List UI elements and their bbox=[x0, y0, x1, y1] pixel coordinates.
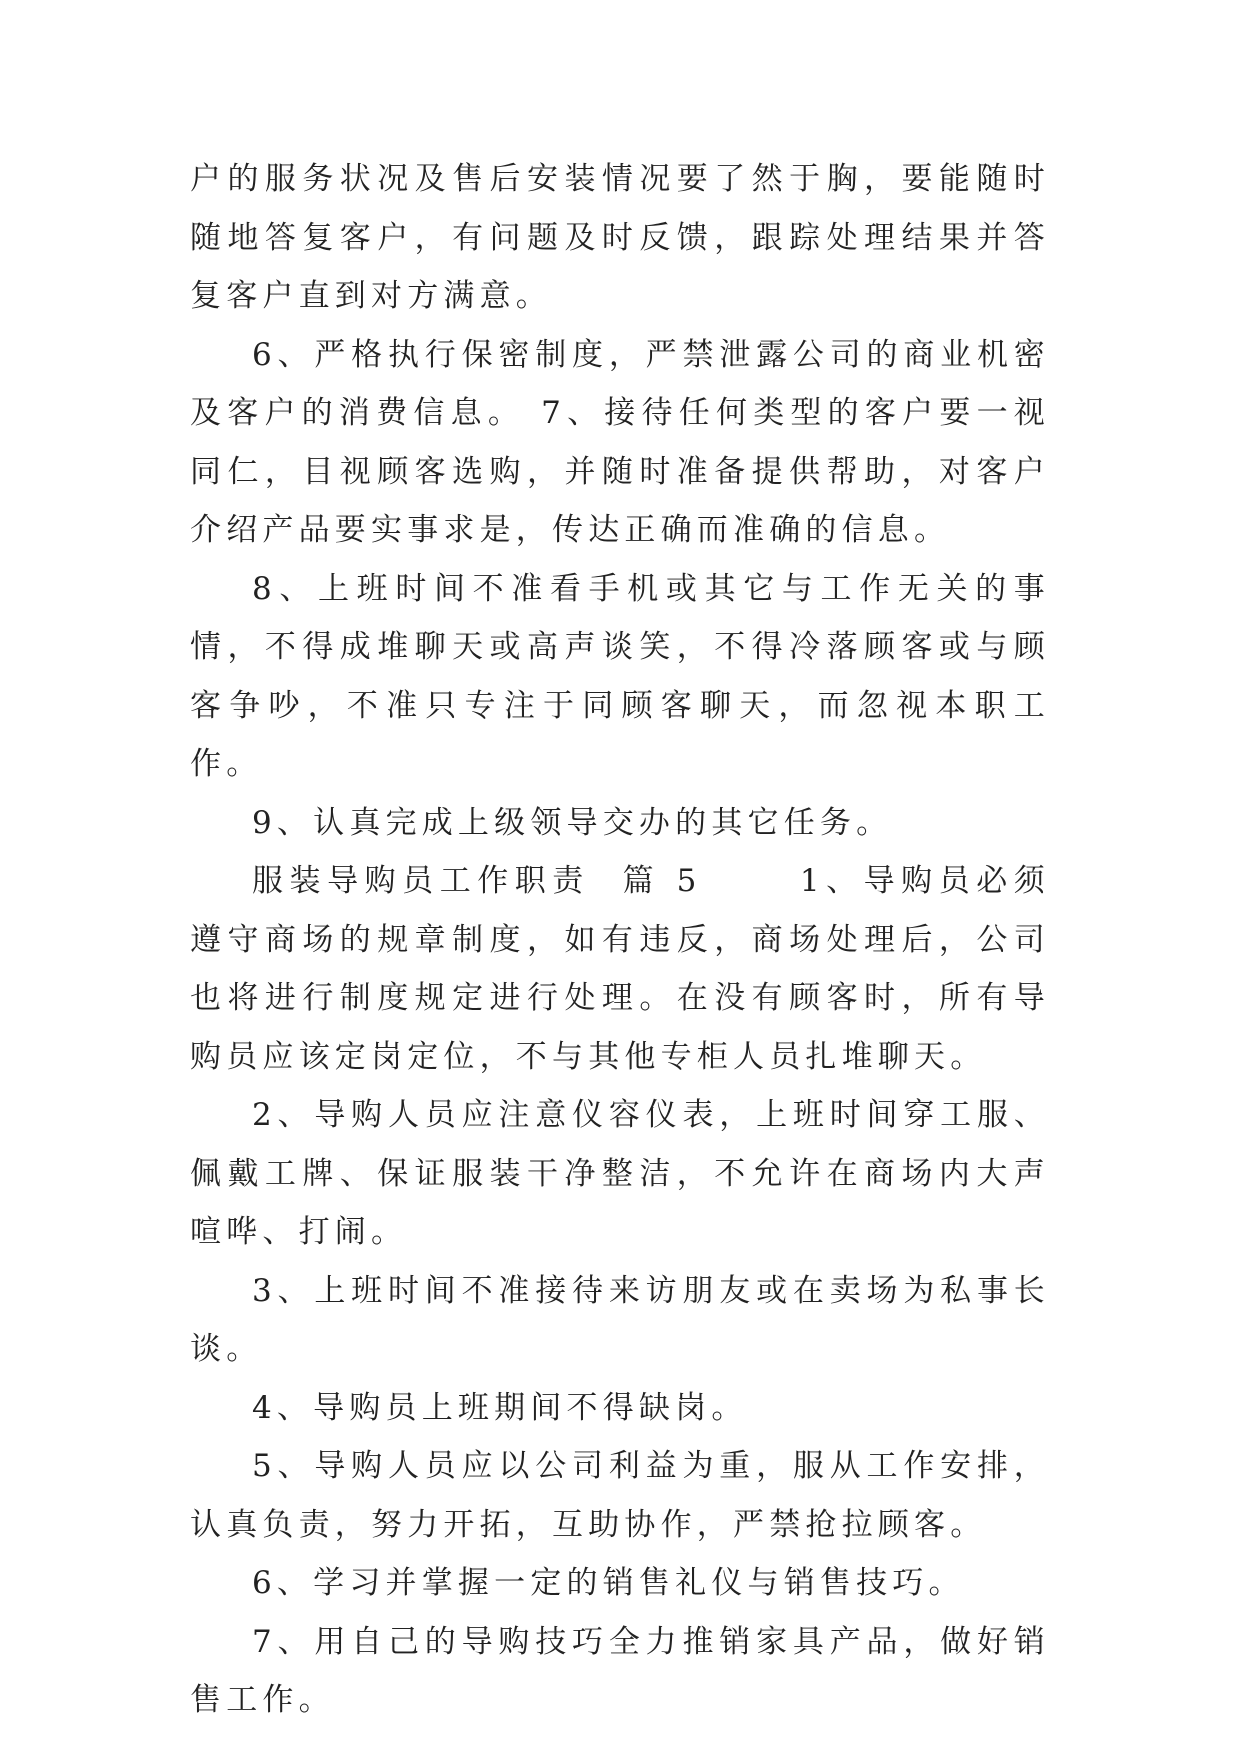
paragraph-4: 9、认真完成上级领导交办的其它任务。 bbox=[252, 804, 893, 841]
paragraph-11: 7、用自己的导购技巧全力推销家具产品，做好销售工作。 bbox=[190, 1623, 1050, 1718]
paragraph-2: 6、严格执行保密制度，严禁泄露公司的商业机密及客户的消费信息。 7、接待任何类型的客户要一视同仁，目视顾客选购，并随时准备提供帮助，对客户介绍产品要实事求是，传达正确而准确的信息。 bbox=[190, 336, 1050, 548]
paragraph-3: 8、上班时间不准看手机或其它与工作无关的事情，不得成堆聊天或高声谈笑，不得冷落顾客或与顾客争吵，不准只专注于同顾客聊天，而忽视本职工作。 bbox=[190, 570, 1050, 782]
paragraph-5: 服装导购员工作职责 篇 5 1、导购员必须遵守商场的规章制度，如有违反，商场处理后，公司也将进行制度规定进行处理。在没有顾客时，所有导购员应该定岗定位，不与其他专柜人员扎堆聊天。 bbox=[190, 863, 1050, 1075]
paragraph-6: 2、导购人员应注意仪容仪表，上班时间穿工服、佩戴工牌、保证服装干净整洁，不允许在商场内大声喧哗、打闹。 bbox=[190, 1097, 1050, 1250]
paragraph-10: 6、学习并掌握一定的销售礼仪与销售技巧。 bbox=[252, 1565, 965, 1601]
document-body bbox=[190, 150, 1050, 1730]
paragraph-9: 5、导购人员应以公司利益为重，服从工作安排，认真负责，努力开拓，互助协作，严禁抢拉顾客。 bbox=[190, 1448, 1050, 1543]
paragraph-1: 户的服务状况及售后安装情况要了然于胸，要能随时随地答复客户，有问题及时反馈，跟踪处理结果并答复客户直到对方满意。 bbox=[190, 161, 1050, 314]
paragraph-8: 4、导购员上班期间不得缺岗。 bbox=[252, 1389, 748, 1426]
paragraph-7: 3、上班时间不准接待来访朋友或在卖场为私事长谈。 bbox=[190, 1272, 1050, 1367]
